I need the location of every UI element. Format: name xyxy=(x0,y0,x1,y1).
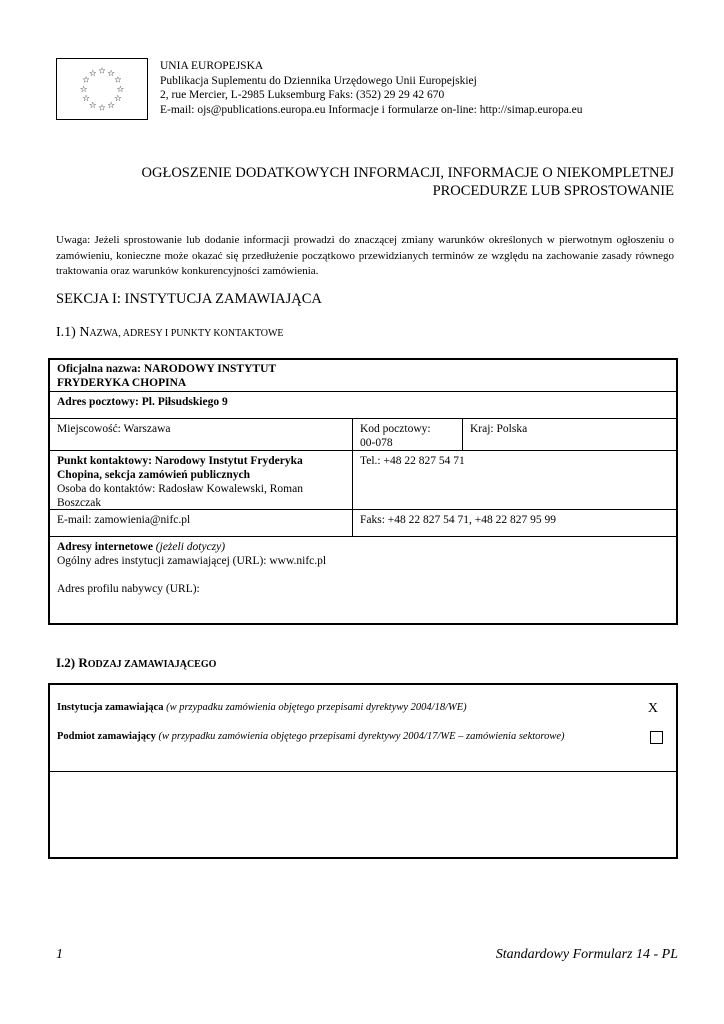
contact-person-line1: Osoba do kontaktów: Radosław Kowalewski, Roman xyxy=(57,483,303,495)
eu-star-icon: ☆ xyxy=(107,100,116,111)
eu-star-icon: ☆ xyxy=(82,94,90,105)
contracting-entity-checkbox[interactable] xyxy=(650,731,663,744)
eu-star-icon: ☆ xyxy=(82,75,90,86)
contracting-authority-line xyxy=(57,702,467,713)
city-cell: Miejscowość: Warszawa xyxy=(57,423,171,435)
authority-type-table xyxy=(48,683,678,859)
email-cell: E-mail: zamowienia@nifc.pl xyxy=(57,514,191,526)
internet-note: (jeżeli dotyczy) xyxy=(155,541,226,553)
eu-stars-icon xyxy=(57,59,147,119)
title-line2: PROCEDURZE LUB SPROSTOWANIE xyxy=(432,183,674,199)
section-title: SEKCJA I: INSTYTUCJA ZAMAWIAJĄCA xyxy=(56,291,322,307)
postal-address: Adres pocztowy: Pl. Piłsudskiego 9 xyxy=(57,396,228,408)
title-line1: OGŁOSZENIE DODATKOWYCH INFORMACJI, INFORMACJE O NIEKOMPLETNEJ xyxy=(141,165,674,181)
contact-point-line1: Punkt kontaktowy: Narodowy Instytut Fryderyka xyxy=(57,455,303,467)
eu-star-icon: ☆ xyxy=(116,84,125,95)
form-name: Standardowy Formularz 14 - PL xyxy=(495,947,678,962)
contracting-entity-label: Podmiot zamawiający xyxy=(57,731,156,742)
publisher-line1: Publikacja Suplementu do Dziennika Urzędowego Unii Europejskiej xyxy=(160,74,477,87)
subsection-1-title: AZWA, ADRESY I PUNKTY KONTAKTOWE xyxy=(89,328,284,339)
internet-label: Adresy internetowe xyxy=(57,541,153,553)
publisher-line2: 2, rue Mercier, L-2985 Luksemburg Faks: (352) 29 29 42 670 xyxy=(160,89,445,101)
contact-person-line2: Boszczak xyxy=(57,497,102,509)
eu-flag-logo xyxy=(56,58,148,120)
contracting-authority-note: (w przypadku zamówienia objętego przepisami dyrektywy 2004/18/WE) xyxy=(166,702,467,713)
eu-star-icon: ☆ xyxy=(114,75,122,86)
contracting-authority-checkmark[interactable]: X xyxy=(647,701,658,716)
official-name-row xyxy=(50,360,676,392)
eu-star-icon: ☆ xyxy=(107,68,116,79)
email-row xyxy=(50,510,676,537)
eu-star-icon: ☆ xyxy=(79,84,88,95)
contracting-entity-note: (w przypadku zamówienia objętego przepisami dyrektywy 2004/17/WE – zamówienia sektorowe) xyxy=(158,731,565,742)
eu-star-icon: ☆ xyxy=(98,103,106,114)
postcode-label: Kod pocztowy: xyxy=(360,423,431,435)
phone-cell: Tel.: +48 22 827 54 71 xyxy=(352,451,676,509)
subsection-heading-1 xyxy=(56,325,284,341)
publisher-org: UNIA EUROPEJSKA xyxy=(160,60,264,72)
contracting-authority-label: Instytucja zamawiająca xyxy=(57,702,164,713)
contracting-entity-line xyxy=(57,731,565,742)
general-url: Ogólny adres instytucji zamawiającej (URL): www.nifc.pl xyxy=(57,555,327,567)
table-divider xyxy=(50,771,676,772)
eu-star-icon: ☆ xyxy=(114,94,122,105)
document-title xyxy=(100,164,674,200)
country-cell: Kraj: Polska xyxy=(462,419,676,450)
contact-point-row xyxy=(50,451,676,510)
official-name-line1: Oficjalna nazwa: NARODOWY INSTYTUT xyxy=(57,363,277,375)
postal-address-row xyxy=(50,392,676,419)
subsection-heading-2 xyxy=(56,655,216,671)
buyer-profile: Adres profilu nabywcy (URL): xyxy=(57,583,200,595)
contact-table xyxy=(48,358,678,625)
internet-row xyxy=(50,537,676,623)
eu-star-icon: ☆ xyxy=(88,100,97,111)
subsection-1-prefix: I.1) N xyxy=(56,325,90,340)
postcode-value: 00-078 xyxy=(360,437,393,449)
fax-cell: Faks: +48 22 827 54 71, +48 22 827 95 99 xyxy=(352,510,676,536)
eu-star-icon: ☆ xyxy=(88,68,97,79)
notice-text: Uwaga: Jeżeli sprostowanie lub dodanie informacji prowadzi do znaczącej zmiany warunków określonych w pierwotnym ogłoszeniu o zamówieniu, konieczne może okazać się przedłużenie początkowo przewidzianych terminów ze względu na zachowanie zasady równego traktowania oraz warunków konkurencyjności zamówienia. xyxy=(56,234,674,277)
publisher-header xyxy=(160,59,583,117)
eu-star-icon: ☆ xyxy=(98,66,106,77)
page-number: 1 xyxy=(56,947,63,962)
contact-point-line2: Chopina, sekcja zamówień publicznych xyxy=(57,469,250,481)
official-name-line2: FRYDERYKA CHOPINA xyxy=(57,377,187,389)
city-row xyxy=(50,419,676,451)
subsection-2-prefix: I.2) R xyxy=(56,655,88,670)
subsection-2-title: ODZAJ ZAMAWIAJĄCEGO xyxy=(87,659,217,670)
publisher-line3: E-mail: ojs@publications.europa.eu Informacje i formularze on-line: http://simap.europa.eu xyxy=(160,103,583,116)
postcode-cell xyxy=(352,419,462,450)
